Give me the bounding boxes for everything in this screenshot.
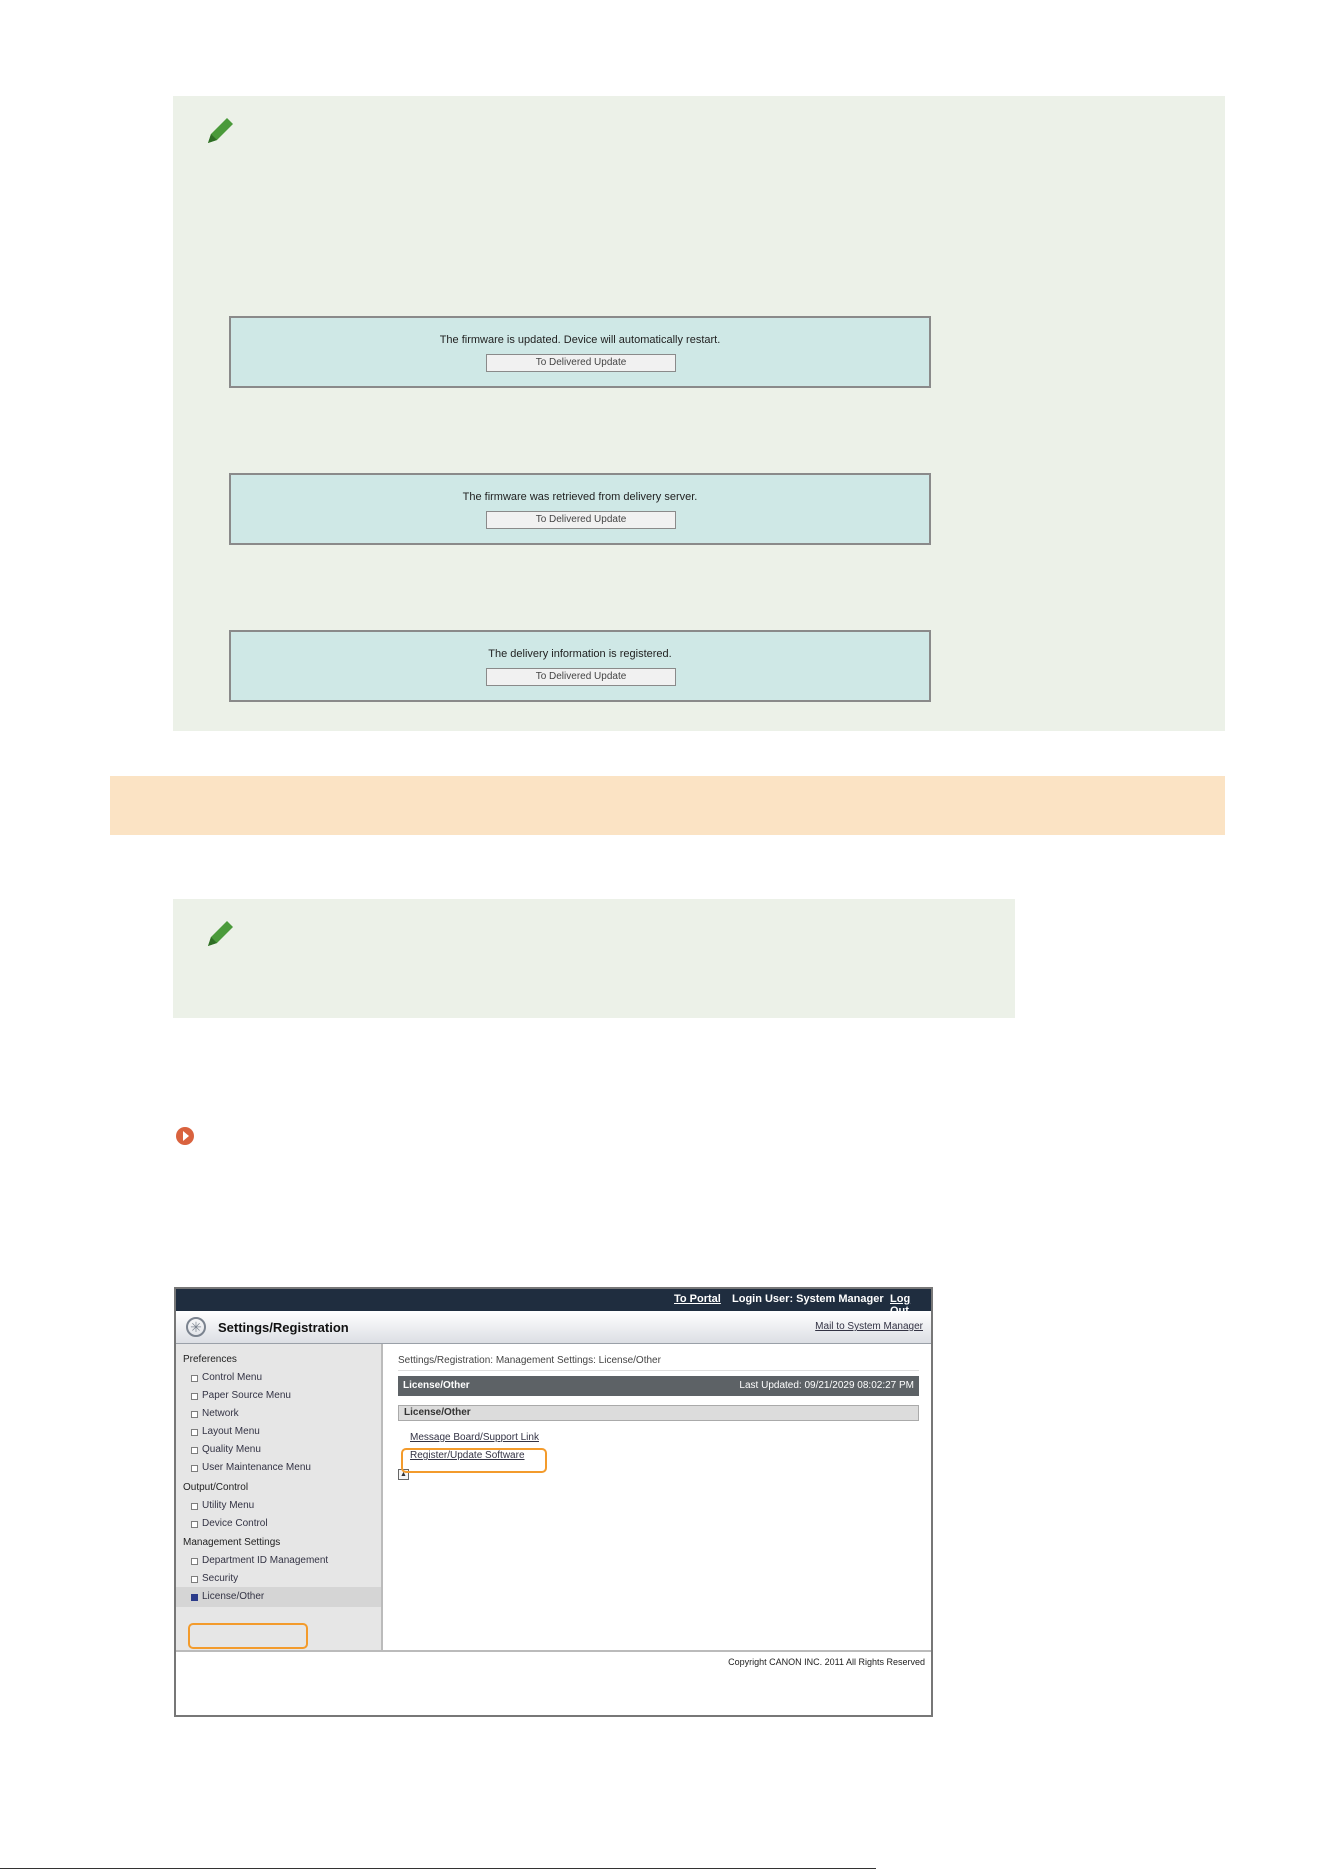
sidebar-item-user-maintenance-menu[interactable]: User Maintenance Menu [202, 1462, 311, 1473]
page-top-icon[interactable]: ▲ [398, 1469, 409, 1480]
status-box-restart [229, 316, 931, 388]
section-header-band [110, 776, 1225, 835]
highlight-register-update-software [401, 1448, 547, 1473]
breadcrumb-divider [398, 1370, 919, 1371]
rui-header [176, 1311, 931, 1344]
sidebar-item-paper-source-menu[interactable]: Paper Source Menu [202, 1390, 291, 1401]
rui-sidebar [176, 1344, 383, 1650]
log-out-link[interactable]: Log [890, 1293, 911, 1305]
message-board-support-link[interactable]: Message Board/Support Link [410, 1432, 539, 1443]
arrow-bullet-icon[interactable] [176, 1127, 194, 1145]
rui-main [384, 1344, 931, 1650]
status-message: The firmware is updated. Device will automatically restart. [439, 334, 721, 346]
last-updated-label: Last Updated: 09/21/2029 08:02:27 PM [739, 1380, 914, 1391]
to-portal-link[interactable]: To Portal [674, 1293, 721, 1305]
sidebar-item-control-menu[interactable]: Control Menu [202, 1372, 263, 1383]
footer-divider [176, 1650, 931, 1652]
login-user-label: Login User: System Manager [732, 1293, 884, 1305]
to-delivered-update-button[interactable]: To Delivered Update [486, 511, 676, 529]
pencil-icon [203, 114, 237, 148]
to-delivered-update-button[interactable]: To Delivered Update [486, 668, 676, 686]
status-message: The firmware was retrieved from delivery server. [462, 491, 698, 503]
sidebar-item-license-other[interactable]: License/Other [202, 1591, 265, 1602]
sidebar-item-layout-menu[interactable]: Layout Menu [202, 1426, 260, 1437]
note-panel-1 [173, 96, 1225, 731]
copyright-text: Copyright CANON INC. 2011 All Rights Reserved [728, 1657, 925, 1667]
sidebar-item-network[interactable]: Network [202, 1408, 239, 1419]
pencil-icon [203, 917, 237, 951]
highlight-license-other [188, 1623, 308, 1649]
sidebar-item-quality-menu[interactable]: Quality Menu [202, 1444, 261, 1455]
status-box-retrieved [229, 473, 931, 545]
section-subheader: License/Other [398, 1405, 919, 1421]
to-delivered-update-button[interactable]: To Delivered Update [486, 354, 676, 372]
rui-topbar [176, 1289, 931, 1311]
settings-logo-icon: ✳ [186, 1317, 206, 1337]
status-box-registered [229, 630, 931, 702]
breadcrumb: Settings/Registration: Management Settings: License/Other [398, 1355, 661, 1366]
page-title: Settings/Registration [218, 1320, 349, 1335]
sidebar-group-output-control: Output/Control [183, 1482, 249, 1493]
title-bar [398, 1376, 919, 1396]
remote-ui-screenshot [174, 1287, 933, 1717]
sidebar-item-utility-menu[interactable]: Utility Menu [202, 1500, 255, 1511]
page-bottom-rule [0, 1868, 876, 1869]
sidebar-item-department-id-management[interactable]: Department ID Management [202, 1555, 329, 1566]
sidebar-group-management-settings: Management Settings [183, 1537, 281, 1548]
note-panel-2 [173, 899, 1015, 1018]
title-bar-label: License/Other [403, 1380, 470, 1391]
status-message: The delivery information is registered. [488, 648, 672, 660]
mail-to-system-manager-link[interactable]: Mail to System Manager [815, 1321, 923, 1332]
register-update-software-link[interactable]: Register/Update Software [410, 1450, 525, 1461]
sidebar-item-device-control[interactable]: Device Control [202, 1518, 268, 1529]
sidebar-item-security[interactable]: Security [202, 1573, 239, 1584]
sidebar-group-preferences: Preferences [183, 1354, 237, 1365]
